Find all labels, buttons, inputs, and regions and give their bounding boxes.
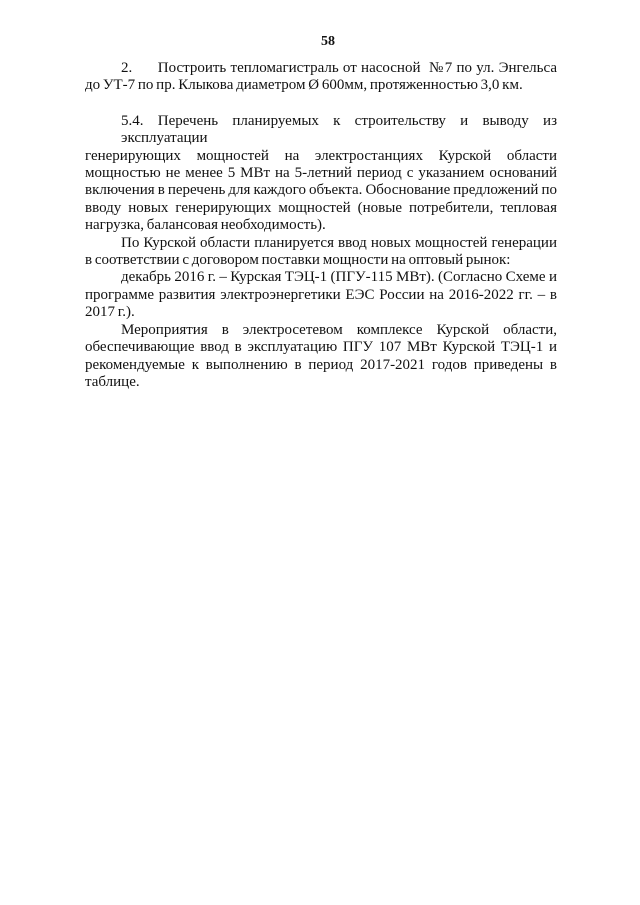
text-line: таблице.: [85, 373, 140, 390]
text-line: Мероприятия в электросетевом комплексе Курской области,: [121, 321, 557, 338]
text-line: вводу новых генерирующих мощностей (новые потребители, тепловая: [85, 199, 557, 216]
page-number: 58: [321, 34, 335, 49]
document-body: [85, 50, 557, 391]
text-line: генерирующих мощностей на электростанциях Курской области: [85, 147, 557, 164]
text-line: включения в перечень для каждого объекта. Обоснование предложений по: [85, 182, 557, 199]
text-line: до УТ-7 по пр. Клыкова диаметром Ø 600мм, протяженностью 3,0 км.: [85, 77, 523, 94]
text-line: нагрузка, балансовая необходимость).: [85, 217, 326, 234]
paragraph-heat-main: [85, 60, 557, 95]
text-line: По Курской области планируется ввод новых мощностей генерации: [121, 234, 557, 251]
text-line: обеспечивающие ввод в эксплуатацию ПГУ 107 МВт Курской ТЭЦ-1 и: [85, 339, 557, 356]
text-line: 2017 г.).: [85, 304, 135, 321]
paragraph-december-2016: [85, 269, 557, 321]
text-line: в соответствии с договором поставки мощности на оптовый рынок:: [85, 252, 511, 269]
paragraph-section-5-4: [85, 113, 557, 235]
text-line: декабрь 2016 г. – Курская ТЭЦ-1 (ПГУ-115 МВт). (Согласно Схеме и: [121, 269, 557, 286]
text-line: рекомендуемые к выполнению в период 2017-2021 годов приведены в: [85, 356, 557, 373]
paragraph-new-generation: [85, 235, 557, 270]
text-line: 2. Построить тепломагистраль от насосной №7 по ул. Энгельса: [121, 60, 557, 76]
text-line: 5.4. Перечень планируемых к строительству и выводу из эксплуатации: [121, 112, 557, 147]
paragraph-grid-measures: [85, 322, 557, 392]
text-line: мощностью не менее 5 МВт на 5-летний период с указанием оснований: [85, 165, 557, 182]
text-line: программе развития электроэнергетики ЕЭС России на 2016-2022 гг. – в: [85, 286, 557, 303]
